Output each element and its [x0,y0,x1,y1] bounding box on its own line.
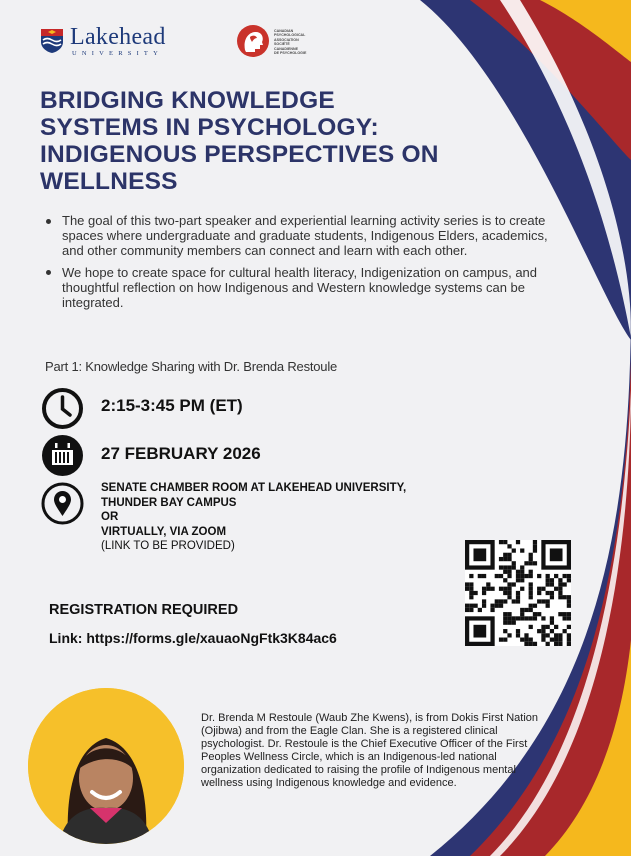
cpa-logo [236,24,336,60]
cpa-text-line: PSYCHOLOGICAL [274,33,306,38]
lakehead-subtitle: UNIVERSITY [72,50,163,57]
cpa-head-icon [236,24,270,58]
cpa-text-line: DE PSYCHOLOGIE [274,51,307,56]
location-or: OR [101,511,119,523]
bullet-item: The goal of this two-part speaker and experiential learning activity series is to create spaces where undergraduate and graduate students, Indigenous Elders, academics, and other community members can connect and learn with each other. [42,213,562,259]
location-note: (LINK TO BE PROVIDED) [101,540,235,552]
cpa-text-line: SOCIÉTÉ [274,42,290,47]
event-location [101,481,406,554]
lakehead-wordmark: Lakehead [70,24,166,50]
lakehead-crest-icon [40,28,64,54]
location-line: THUNDER BAY CAMPUS [101,496,237,509]
bullet-item: We hope to create space for cultural health literacy, Indigenization on campus, and thoughtful reflection on how Indigenous and Western knowledge systems can be integrated. [42,265,562,311]
cpa-text-line: ASSOCIATION [274,37,299,42]
location-pin-icon [41,482,84,525]
part-heading: Part 1: Knowledge Sharing with Dr. Brenda Restoule [45,359,338,374]
location-line: SENATE CHAMBER ROOM AT LAKEHEAD UNIVERSITY, [101,482,407,494]
calendar-icon [41,434,84,477]
page-title: BRIDGING KNOWLEDGE SYSTEMS IN PSYCHOLOGY: INDIGENOUS PERSPECTIVES ON WELLNESS [40,87,439,195]
cpa-text-line: CANADIAN [274,29,294,33]
event-time: 2:15-3:45 PM (ET) [101,396,243,415]
intro-bullets [42,213,562,316]
registration-link[interactable]: Link: https://forms.gle/xauaoNgFtk3K84ac6 [49,630,337,646]
registration-heading: REGISTRATION REQUIRED [49,602,239,618]
qr-code[interactable] [465,540,571,646]
speaker-bio: Dr. Brenda M Restoule (Waub Zhe Kwens), is from Dokis First Nation (Ojibwa) and from the Eagle Clan. She is a registered clinical psychologist. Dr. Restoule is the Chief Executive Officer of the First Peoples Wellness Circle, which is an Indigenous-led national organization dedicated to raising the profile of Indigenous mental wellness using Indigenous knowledge and evidence. [201,712,539,790]
location-virtual: VIRTUALLY, VIA ZOOM [101,525,227,538]
clock-icon [41,387,84,430]
cpa-text [274,29,330,55]
speaker-photo [28,688,184,844]
speaker-portrait-icon [28,688,184,844]
lakehead-university-logo [40,26,180,58]
event-date: 27 FEBRUARY 2026 [101,444,261,463]
cpa-text-line: CANADIENNE [274,46,298,51]
